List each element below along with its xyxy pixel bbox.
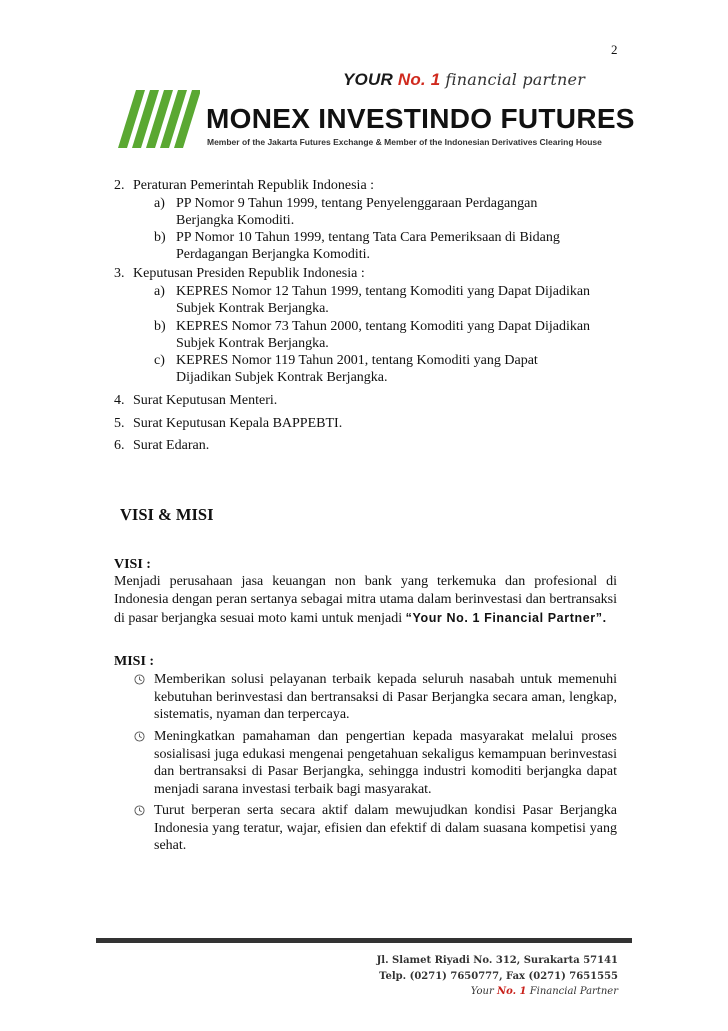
section-title: VISI & MISI — [120, 505, 214, 524]
footer-divider — [96, 938, 632, 943]
page-number: 2 — [611, 42, 618, 57]
clock-bullet-icon — [134, 674, 145, 685]
sub-text-line1: KEPRES Nomor 73 Tahun 2000, tentang Komoditi yang Dapat Dijadikan — [176, 319, 591, 334]
list-text: Surat Keputusan Kepala BAPPEBTI. — [133, 416, 343, 431]
footer-motto-no1: No. 1 — [496, 986, 527, 997]
footer-address: Jl. Slamet Riyadi No. 312, Surakarta 57141 — [376, 955, 618, 966]
footer-motto-your: Your — [470, 986, 494, 997]
list-text: Peraturan Pemerintah Republik Indonesia : — [133, 178, 375, 193]
sub-text-line2: Subjek Kontrak Berjangka. — [176, 301, 329, 316]
sub-letter: a) — [154, 284, 165, 299]
sub-text-line2: Dijadikan Subjek Kontrak Berjangka. — [176, 370, 388, 385]
sub-text-line2: Berjangka Komoditi. — [176, 213, 295, 228]
list-number: 4. — [114, 393, 125, 408]
list-number: 6. — [114, 438, 125, 453]
company-tagline — [343, 70, 585, 90]
list-number: 2. — [114, 178, 125, 193]
clock-bullet-icon — [134, 731, 145, 742]
sub-text-line2: Perdagangan Berjangka Komoditi. — [176, 247, 371, 262]
sub-text-line1: KEPRES Nomor 12 Tahun 1999, tentang Komoditi yang Dapat Dijadikan — [176, 284, 591, 299]
tagline-no1: No. 1 — [397, 70, 441, 89]
visi-motto: “Your No. 1 Financial Partner”. — [405, 611, 607, 625]
footer-phone: Telp. (0271) 7650777, Fax (0271) 7651555 — [379, 971, 618, 982]
visi-label: VISI : — [114, 557, 151, 572]
list-number: 5. — [114, 416, 125, 431]
sub-text-line2: Subjek Kontrak Berjangka. — [176, 336, 329, 351]
visi-paragraph — [114, 573, 617, 628]
tagline-your: YOUR — [343, 70, 393, 89]
sub-letter: b) — [154, 230, 166, 245]
sub-text-line1: PP Nomor 9 Tahun 1999, tentang Penyelenggaraan Perdagangan — [176, 196, 538, 211]
footer-motto — [471, 986, 618, 997]
sub-letter: c) — [154, 353, 165, 368]
sub-text-line1: PP Nomor 10 Tahun 1999, tentang Tata Cara Pemeriksaan di Bidang — [176, 230, 560, 245]
company-logo-stripes-icon — [118, 88, 200, 150]
sub-letter: a) — [154, 196, 165, 211]
tagline-financial-partner: financial partner — [445, 70, 586, 89]
misi-item: Meningkatkan pamahaman dan pengertian kepada masyarakat melalui proses sosialisasi juga edukasi mengenai pengetahuan sekaligus kemampuan berinvestasi dan bertransaksi di Pasar Berjangka, sehingga industri komoditi berjangka dapat menjadi sarana investasi terbaik bagi masyarakat. — [154, 729, 617, 797]
list-text: Surat Edaran. — [133, 438, 210, 453]
list-text: Keputusan Presiden Republik Indonesia : — [133, 266, 365, 281]
company-membership: Member of the Jakarta Futures Exchange & Member of the Indonesian Derivatives Clearing House — [207, 137, 602, 147]
visi-text: Menjadi perusahaan jasa keuangan non bank yang terkemuka dan profesional di Indonesia dengan peran sertanya sebagai mitra utama dalam berinvestasi dan bertransaksi di pasar berjangka sesuai moto kami untuk menjadi — [114, 574, 617, 626]
footer-motto-fp: Financial Partner — [529, 986, 618, 997]
clock-bullet-icon — [134, 805, 145, 816]
sub-text-line1: KEPRES Nomor 119 Tahun 2001, tentang Komoditi yang Dapat — [176, 353, 538, 368]
list-text: Surat Keputusan Menteri. — [133, 393, 278, 408]
misi-label: MISI : — [114, 654, 155, 669]
list-number: 3. — [114, 266, 125, 281]
misi-item: Turut berperan serta secara aktif dalam mewujudkan kondisi Pasar Berjangka Indonesia yang teratur, wajar, efisien dan efektif di dalam suasana kompetisi yang sehat. — [154, 803, 617, 853]
misi-item: Memberikan solusi pelayanan terbaik kepada seluruh nasabah untuk memenuhi kebutuhan berinvestasi dan bertransaksi di Pasar Berjangka secara aman, lengkap, sistematis, nyaman dan terpercaya. — [154, 672, 617, 722]
company-name: MONEX INVESTINDO FUTURES — [206, 103, 635, 134]
sub-letter: b) — [154, 319, 166, 334]
